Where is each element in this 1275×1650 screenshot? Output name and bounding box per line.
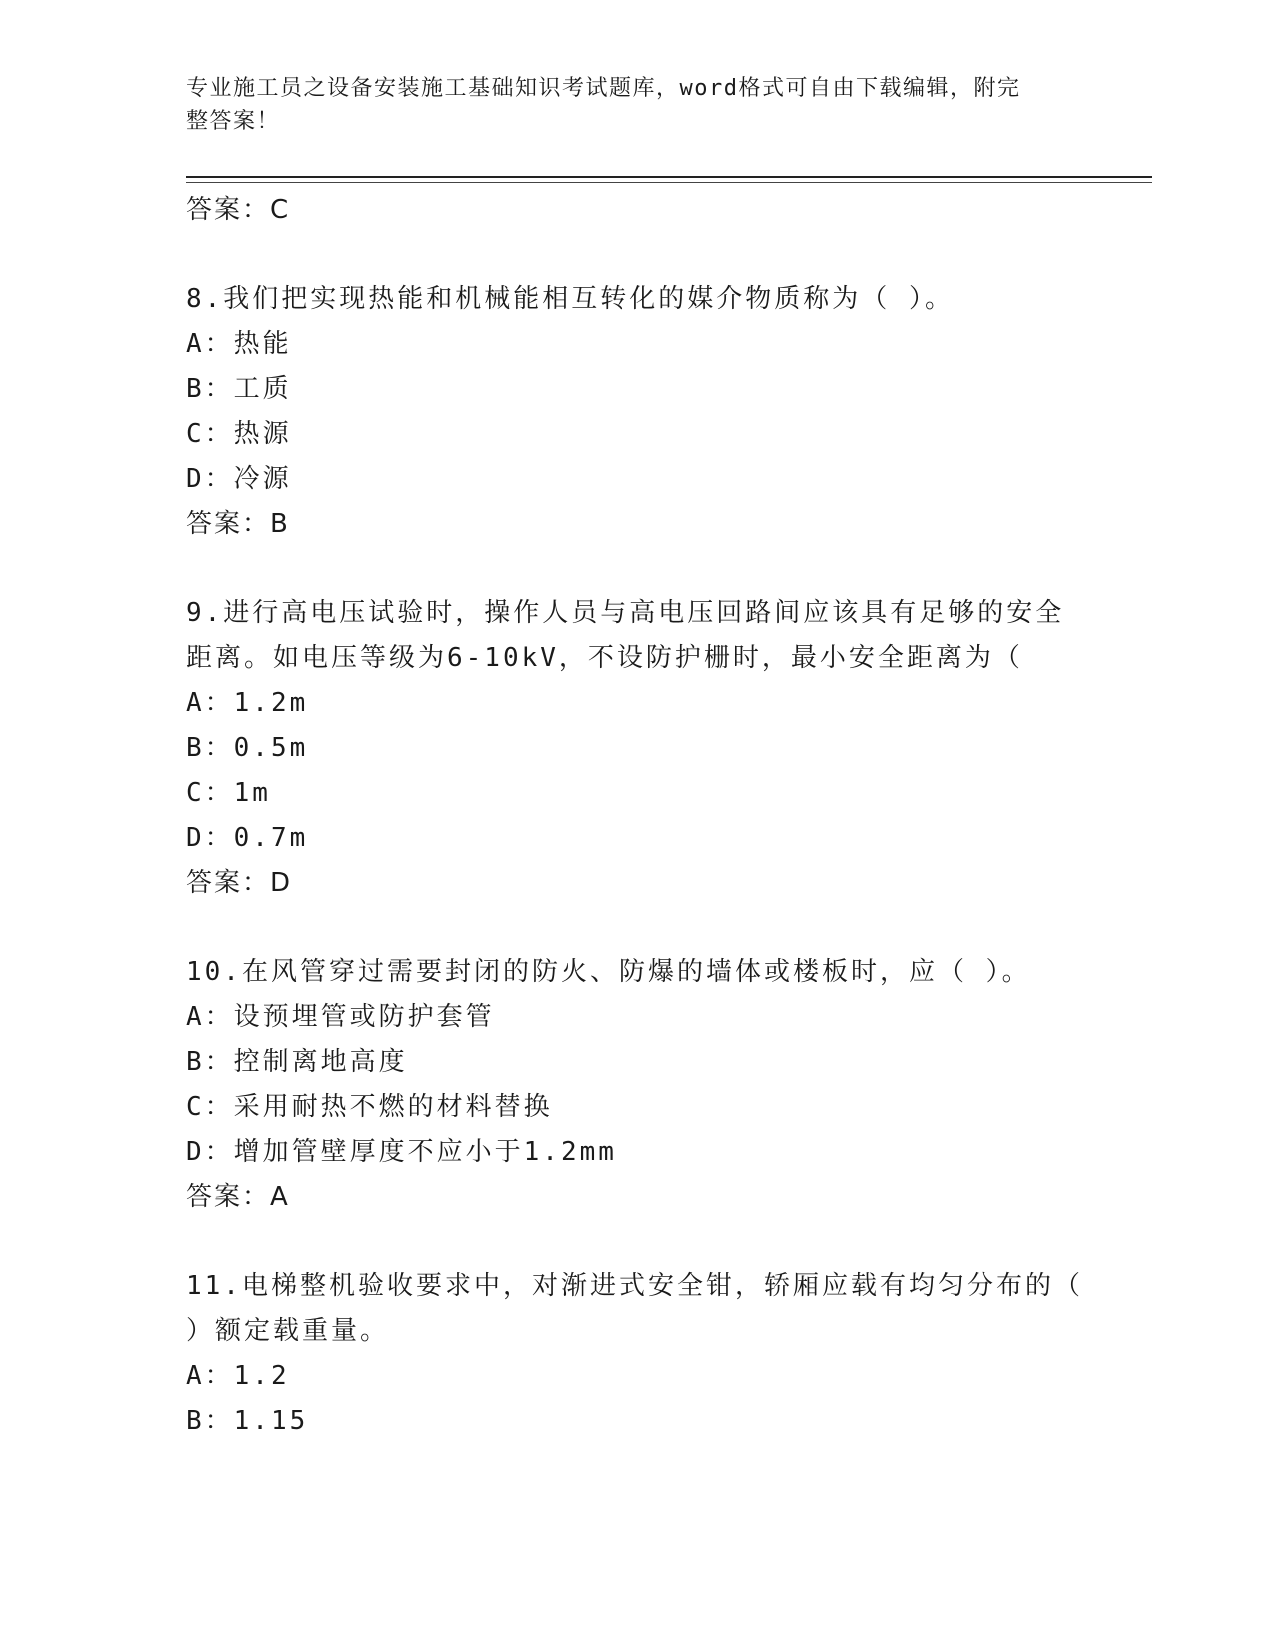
question-stem: 9.进行高电压试验时，操作人员与高电压回路间应该具有足够的安全 <box>186 598 1065 628</box>
question-stem: 10.在风管穿过需要封闭的防火、防爆的墙体或楼板时，应（ ）。 <box>186 957 1031 987</box>
question-stem-continued: ）额定载重量。 <box>186 1316 390 1346</box>
spacer <box>186 547 1106 591</box>
header-divider-thin <box>186 182 1152 183</box>
spacer <box>186 233 1106 277</box>
question-8 <box>186 277 1106 547</box>
question-stem: 11.电梯整机验收要求中，对渐进式安全钳，轿厢应载有均匀分布的（ <box>186 1271 1083 1301</box>
question-stem: 8.我们把实现热能和机械能相互转化的媒介物质称为（ ）。 <box>186 284 954 314</box>
option-a: A：设预埋管或防护套管 <box>186 1002 495 1032</box>
option-c: C：热源 <box>186 419 292 449</box>
question-9 <box>186 591 1106 906</box>
header-line-2: 整答案！ <box>186 109 281 134</box>
option-a: A：1.2m <box>186 688 309 718</box>
header-line-1: 专业施工员之设备安装施工基础知识考试题库，word格式可自由下载编辑，附完 <box>186 76 1021 101</box>
question-stem-continued: 距离。如电压等级为6-10kV，不设防护栅时，最小安全距离为（ <box>186 643 1023 673</box>
previous-answer: 答案：C <box>186 195 291 225</box>
option-d: D：冷源 <box>186 464 292 494</box>
question-list <box>186 188 1106 1444</box>
document-header <box>186 72 1066 138</box>
option-b: B：1.15 <box>186 1406 309 1436</box>
question-10 <box>186 950 1106 1220</box>
header-divider-thick <box>186 176 1152 178</box>
option-d: D：0.7m <box>186 823 309 853</box>
question-11 <box>186 1264 1106 1444</box>
option-b: B：工质 <box>186 374 292 404</box>
option-b: B：控制离地高度 <box>186 1047 408 1077</box>
spacer <box>186 906 1106 950</box>
option-a: A：1.2 <box>186 1361 290 1391</box>
answer: 答案：B <box>186 509 290 539</box>
option-c: C：1m <box>186 778 271 808</box>
answer: 答案：D <box>186 868 293 898</box>
option-b: B：0.5m <box>186 733 309 763</box>
answer: 答案：A <box>186 1182 290 1212</box>
option-a: A：热能 <box>186 329 292 359</box>
option-c: C：采用耐热不燃的材料替换 <box>186 1092 553 1122</box>
option-d: D：增加管壁厚度不应小于1.2mm <box>186 1137 617 1167</box>
spacer <box>186 1220 1106 1264</box>
